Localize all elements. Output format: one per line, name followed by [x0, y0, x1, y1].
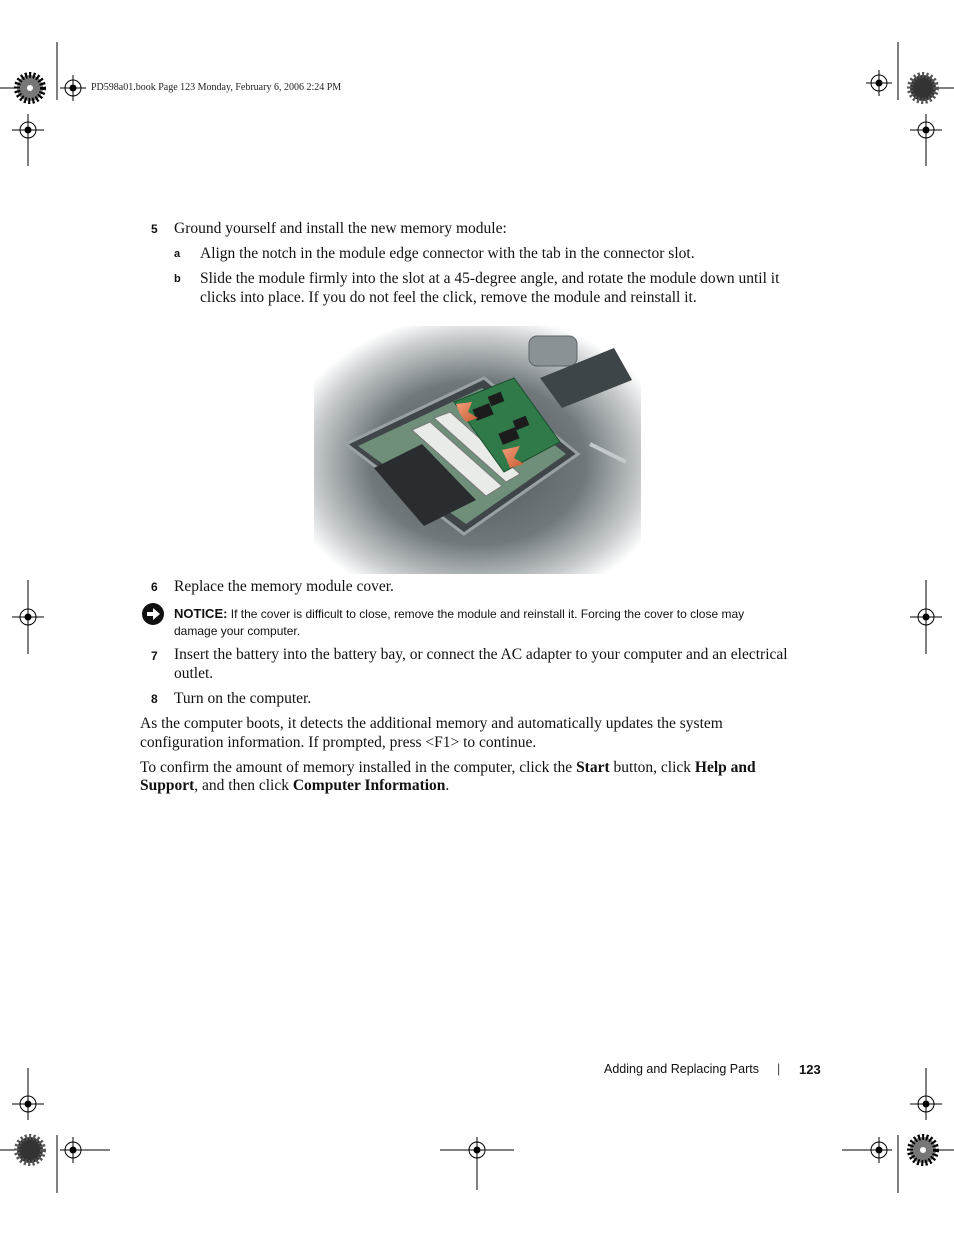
step-6-text: Replace the memory module cover. [174, 578, 394, 595]
computer-information-term: Computer Information [292, 777, 446, 794]
footer-separator: | [777, 1062, 781, 1076]
notice-block [174, 605, 744, 640]
step-8-number: 8 [151, 692, 158, 706]
help-support-term-part1: Help and [694, 759, 756, 776]
paragraph-boot-line2: configuration information. If prompted, press <F1> to continue. [140, 734, 537, 751]
notice-line2: damage your computer. [174, 624, 301, 638]
footer-section-title: Adding and Replacing Parts [604, 1062, 759, 1076]
step-5a-letter: a [174, 248, 181, 260]
step-5b-line2: clicks into place. If you do not feel the click, remove the module and reinstall it. [200, 289, 697, 306]
confirm-text-mid2: , and then click [194, 777, 293, 794]
notice-line1: If the cover is difficult to close, remove the module and reinstall it. Forcing the cover to close may [227, 607, 745, 621]
paragraph-confirm-line2 [140, 776, 449, 795]
paragraph-boot-line1: As the computer boots, it detects the additional memory and automatically updates the system [140, 715, 723, 732]
step-5b-line1: Slide the module firmly into the slot at a 45-degree angle, and rotate the module down until it [200, 270, 780, 287]
step-7-number: 7 [151, 649, 158, 663]
step-6-number: 6 [151, 580, 158, 594]
step-5b-letter: b [174, 273, 181, 285]
step-7-line1: Insert the battery into the battery bay, or connect the AC adapter to your computer and an electrical [174, 646, 788, 663]
step-5-text: Ground yourself and install the new memory module: [174, 220, 507, 237]
step-5a-text: Align the notch in the module edge connector with the tab in the connector slot. [200, 245, 695, 262]
notice-icon [141, 602, 165, 626]
confirm-text: To confirm the amount of memory installed in the computer, click the [140, 759, 577, 776]
help-support-term-part2: Support [140, 777, 195, 794]
page-number: 123 [799, 1062, 821, 1077]
step-7-line2: outlet. [174, 665, 214, 682]
book-header: PD598a01.book Page 123 Monday, February 6, 2006 2:24 PM [91, 82, 342, 93]
step-5-number: 5 [151, 222, 158, 236]
confirm-text-end: . [445, 777, 450, 794]
confirm-text-mid: button, click [609, 759, 695, 776]
step-8-text: Turn on the computer. [174, 690, 312, 707]
start-term: Start [576, 759, 610, 776]
notice-label: NOTICE: [174, 606, 228, 621]
paragraph-confirm-line1 [140, 758, 756, 777]
memory-module-install-illustration [314, 326, 641, 574]
